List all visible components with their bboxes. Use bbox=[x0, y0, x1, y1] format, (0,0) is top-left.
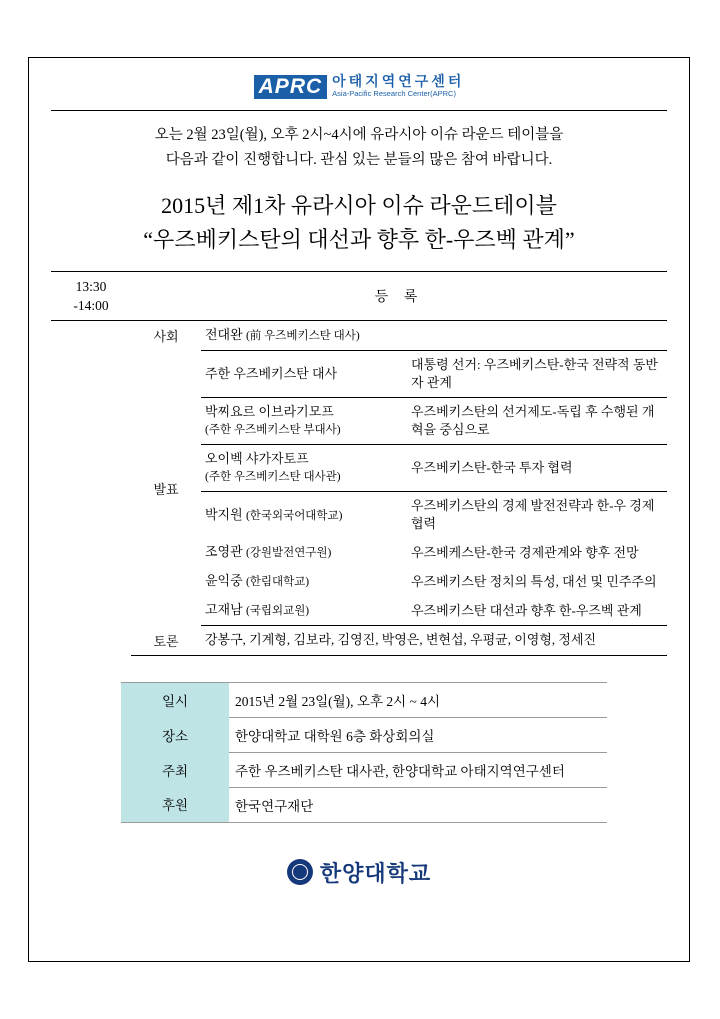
intro-line-2: 다음과 같이 진행합니다. 관심 있는 분들의 많은 참여 바랍니다. bbox=[165, 152, 553, 168]
presentation-topic: 우즈베키스탄의 선거제도-독립 후 수행된 개혁을 중심으로 bbox=[407, 398, 667, 445]
aprc-acronym: APRC bbox=[254, 75, 328, 99]
presenter-name bbox=[201, 567, 407, 596]
header-divider bbox=[51, 110, 667, 111]
registration-time-line-2: -14:00 bbox=[73, 298, 109, 313]
info-label-host: 주최 bbox=[121, 752, 229, 787]
presenter-name-text: 주한 우즈베키스탄 대사 bbox=[205, 366, 338, 381]
presentation-topic: 우즈베키스탄 정치의 특성, 대선 및 민주주의 bbox=[411, 573, 657, 589]
info-row bbox=[121, 787, 607, 822]
presenter-name bbox=[201, 445, 407, 492]
info-row bbox=[121, 683, 607, 718]
aprc-names bbox=[332, 74, 464, 99]
presenter-name bbox=[201, 398, 407, 445]
presenter-name-text: 박지원 bbox=[205, 506, 243, 522]
event-info-table bbox=[121, 683, 607, 822]
presenter-affiliation: (주한 우즈베키스탄 대사관) bbox=[205, 471, 341, 483]
presenter-name-text: 윤익중 bbox=[205, 573, 243, 588]
registration-time-line-1: 13:30 bbox=[75, 279, 107, 294]
intro-paragraph bbox=[51, 123, 667, 173]
presenter-affiliation: (강원발전연구원) bbox=[245, 547, 332, 559]
presenter-name-text: 고재남 bbox=[205, 602, 243, 617]
aprc-korean-name: 아태지역연구센터 bbox=[332, 73, 465, 89]
presenter-name-text: 오이벡 샤가자토프 bbox=[205, 451, 309, 466]
moderator-name: 전대완 bbox=[205, 327, 243, 342]
hanyang-seal-icon bbox=[287, 859, 313, 885]
registration-label: 등 록 bbox=[131, 272, 667, 321]
aprc-english-name: Asia-Pacific Research Center(APRC) bbox=[332, 89, 456, 98]
presentation-topic: 대통령 선거: 우즈베키스탄-한국 전략적 동반자 관계 bbox=[407, 351, 667, 398]
info-value-venue: 한양대학교 대학원 6층 화상회의실 bbox=[229, 717, 607, 752]
info-value-host: 주한 우즈베키스탄 대사관, 한양대학교 아태지역연구센터 bbox=[229, 752, 607, 787]
document-content bbox=[51, 68, 667, 888]
table-row-presentation bbox=[51, 351, 667, 398]
table-row-moderator bbox=[51, 321, 667, 351]
logo-group bbox=[254, 74, 465, 104]
presenter-affiliation: (한림대학교) bbox=[245, 576, 310, 588]
presenter-name bbox=[201, 351, 407, 398]
event-info-box bbox=[121, 682, 607, 823]
info-label-venue: 장소 bbox=[121, 717, 229, 752]
presenter-name bbox=[201, 492, 407, 539]
presentation-topic: 우즈베키스탄-한국 투자 협력 bbox=[407, 445, 667, 492]
event-title-line-1: 2015년 제1차 유라시아 이슈 라운드테이블 bbox=[161, 193, 557, 218]
event-title-line-2: “우즈베키스탄의 대선과 향후 한-우즈벡 관계” bbox=[143, 227, 575, 252]
footer-logo bbox=[51, 857, 667, 888]
moderator-affiliation: (前 우즈베키스탄 대사) bbox=[245, 330, 360, 342]
presenter-affiliation: (한국외국어대학교) bbox=[245, 509, 343, 522]
presenter-name-text: 박찌요르 이브라기모프 bbox=[205, 404, 334, 419]
info-label-date: 일시 bbox=[121, 683, 229, 718]
role-moderator: 사회 bbox=[153, 329, 179, 345]
table-row-registration bbox=[51, 272, 667, 321]
info-row bbox=[121, 717, 607, 752]
session-time bbox=[51, 321, 131, 656]
presenter-name bbox=[201, 538, 407, 567]
info-label-sponsor: 후원 bbox=[121, 787, 229, 822]
discussants-list: 강봉구, 기계형, 김보라, 김영진, 박영은, 변현섭, 우평균, 이영형, 정세진 bbox=[201, 626, 667, 656]
university-name: 한양대학교 bbox=[319, 860, 432, 886]
role-presentation: 발표 bbox=[153, 481, 179, 497]
moderator-info bbox=[201, 321, 667, 351]
info-value-sponsor: 한국연구재단 bbox=[235, 798, 314, 814]
presenter-name-text: 조영관 bbox=[205, 544, 243, 559]
table-row-discussion bbox=[51, 626, 667, 656]
aprc-logo bbox=[51, 68, 667, 108]
presenter-name bbox=[201, 596, 407, 626]
document-page bbox=[28, 57, 690, 962]
registration-time bbox=[51, 272, 131, 321]
role-discussion: 토론 bbox=[131, 626, 201, 656]
presentation-topic: 우즈베키스탄 대선과 향후 한-우즈벡 관계 bbox=[407, 596, 667, 626]
info-row bbox=[121, 752, 607, 787]
presenter-affiliation: (주한 우즈베키스탄 부대사) bbox=[205, 424, 341, 436]
info-value-date: 2015년 2월 23일(월), 오후 2시 ~ 4시 bbox=[229, 683, 607, 718]
intro-line-1: 오는 2월 23일(월), 오후 2시~4시에 유라시아 이슈 라운드 테이블을 bbox=[154, 127, 564, 143]
program-table bbox=[51, 271, 667, 656]
presenter-affiliation: (국립외교원) bbox=[245, 605, 310, 617]
presentation-topic: 우즈베케스탄-한국 경제관계와 향후 전망 bbox=[411, 544, 639, 560]
presentation-topic: 우즈베키스탄의 경제 발전전략과 한-우 경제협력 bbox=[411, 498, 655, 531]
